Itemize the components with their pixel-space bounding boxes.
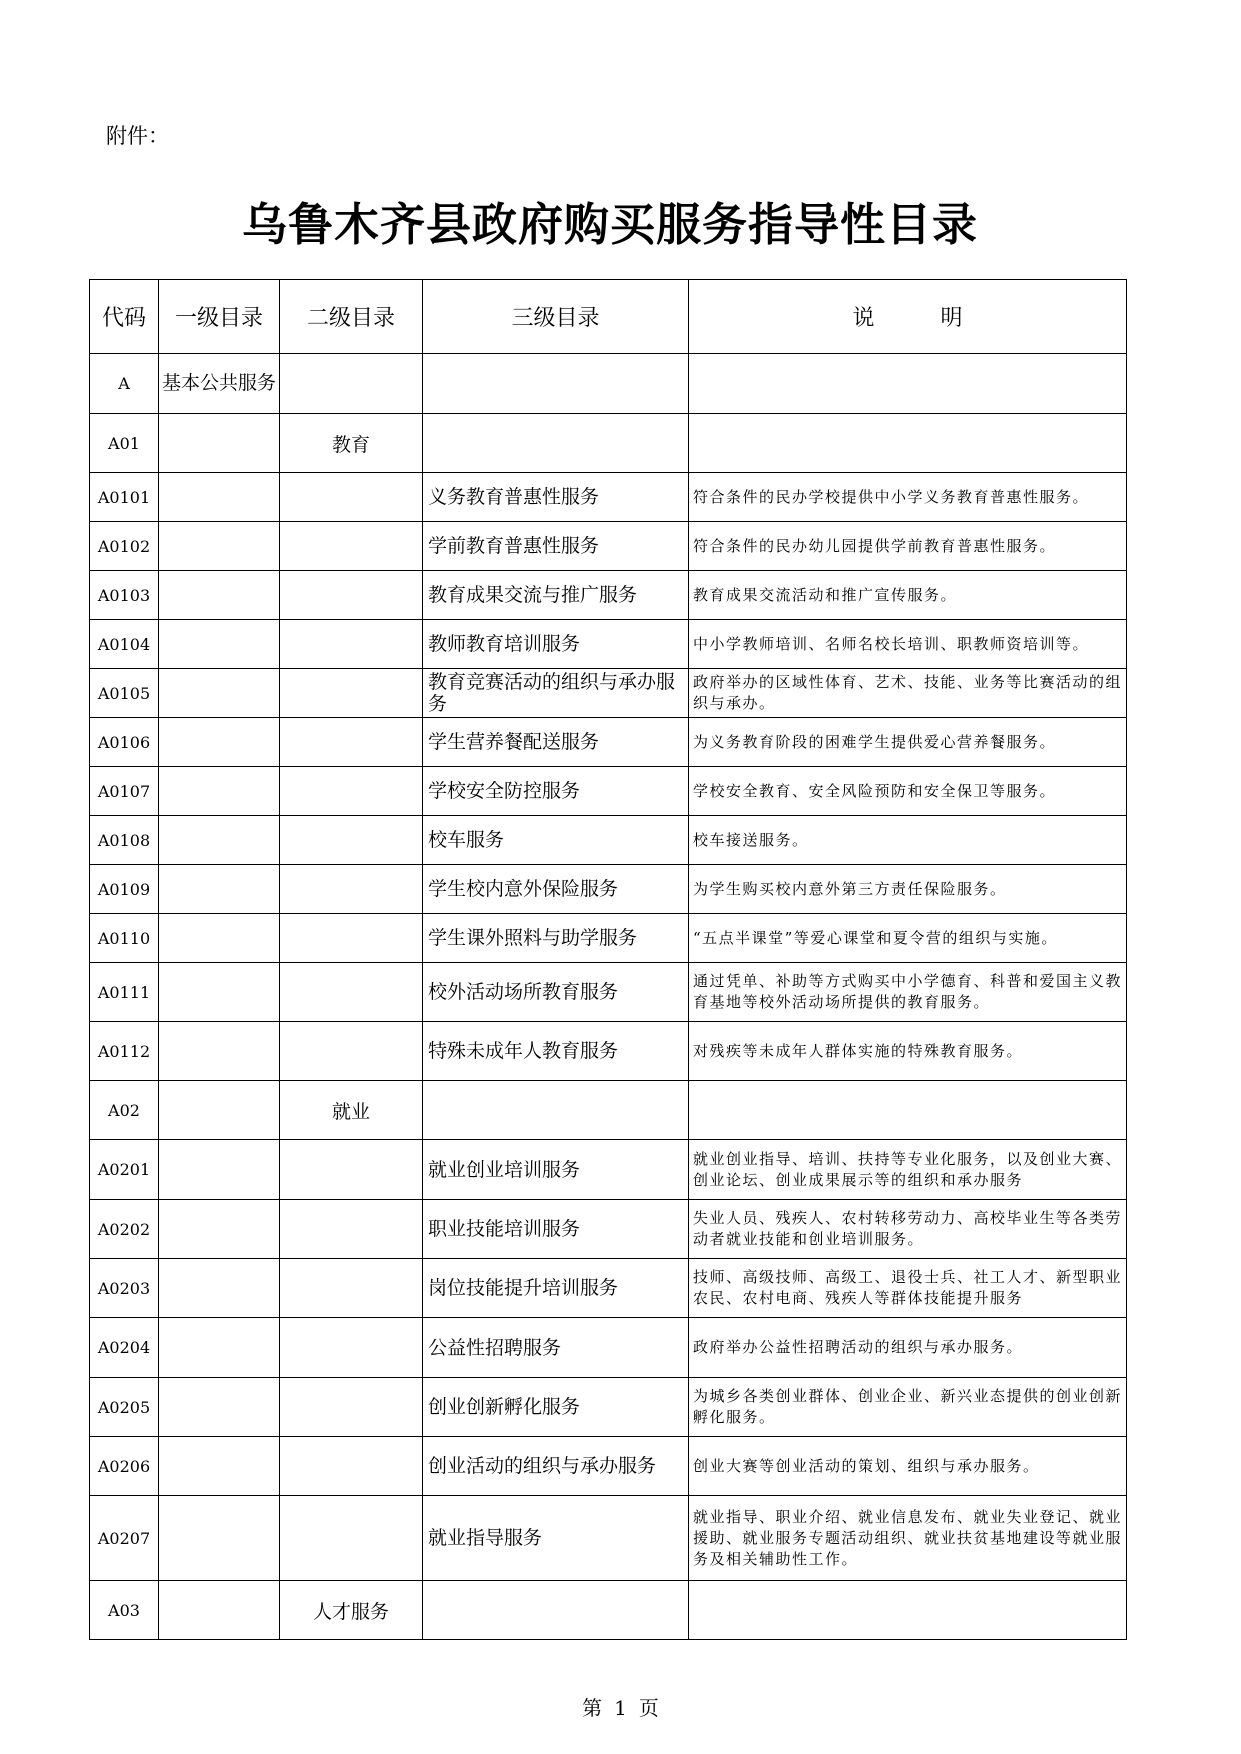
- cell-description: 就业创业指导、培训、扶持等专业化服务，以及创业大赛、创业论坛、创业成果展示等的组织和承办服务: [689, 1140, 1127, 1200]
- page-footer: [0, 1692, 1241, 1721]
- table-row: [90, 1496, 1127, 1581]
- cell-code: A0110: [90, 914, 159, 963]
- cell-level3: 教育竞赛活动的组织与承办服务: [423, 669, 689, 718]
- table-row: [90, 1378, 1127, 1437]
- cell-level1: [159, 522, 280, 571]
- cell-description: 符合条件的民办幼儿园提供学前教育普惠性服务。: [689, 522, 1127, 571]
- page-title: 乌鲁木齐县政府购买服务指导性目录: [241, 198, 978, 251]
- cell-level3: 创业创新孵化服务: [423, 1378, 689, 1437]
- cell-level1: [159, 1022, 280, 1081]
- cell-description: 符合条件的民办学校提供中小学义务教育普惠性服务。: [689, 473, 1127, 522]
- cell-description: 教育成果交流活动和推广宣传服务。: [689, 571, 1127, 620]
- cell-code: A0111: [90, 963, 159, 1022]
- cell-level2: [280, 354, 423, 414]
- table-row: [90, 620, 1127, 669]
- cell-level1: [159, 1081, 280, 1140]
- cell-level1: [159, 865, 280, 914]
- table-row: [90, 522, 1127, 571]
- cell-level2: [280, 1259, 423, 1318]
- cell-level3: 创业活动的组织与承办服务: [423, 1437, 689, 1496]
- attachment-label: 附件：: [106, 124, 169, 148]
- cell-level2: [280, 1022, 423, 1081]
- cell-description: 创业大赛等创业活动的策划、组织与承办服务。: [689, 1437, 1127, 1496]
- cell-level3: 学前教育普惠性服务: [423, 522, 689, 571]
- cell-level1: [159, 914, 280, 963]
- cell-level2: 教育: [280, 414, 423, 473]
- table-row: [90, 414, 1127, 473]
- cell-level2: [280, 718, 423, 767]
- cell-description: 为学生购买校内意外第三方责任保险服务。: [689, 865, 1127, 914]
- cell-level3: 岗位技能提升培训服务: [423, 1259, 689, 1318]
- cell-level2: [280, 963, 423, 1022]
- cell-description: 就业指导、职业介绍、就业信息发布、就业失业登记、就业援助、就业服务专题活动组织、就业扶贫基地建设等就业服务及相关辅助性工作。: [689, 1496, 1127, 1581]
- cell-code: A0206: [90, 1437, 159, 1496]
- cell-level1: [159, 571, 280, 620]
- header-level2: 二级目录: [280, 280, 423, 354]
- cell-level3: 学生营养餐配送服务: [423, 718, 689, 767]
- footer-prefix: 第: [582, 1696, 603, 1720]
- cell-level2: [280, 1437, 423, 1496]
- header-code: 代码: [90, 280, 159, 354]
- cell-description: 技师、高级技师、高级工、退役士兵、社工人才、新型职业农民、农村电商、残疾人等群体技能提升服务: [689, 1259, 1127, 1318]
- cell-level1: [159, 1437, 280, 1496]
- footer-suffix: 页: [638, 1696, 659, 1720]
- cell-level2: [280, 1496, 423, 1581]
- cell-code: A0203: [90, 1259, 159, 1318]
- cell-code: A0103: [90, 571, 159, 620]
- table-header-row: [90, 280, 1127, 354]
- cell-level3: 就业指导服务: [423, 1496, 689, 1581]
- cell-level3: [423, 1581, 689, 1640]
- cell-code: A0201: [90, 1140, 159, 1200]
- cell-description: 政府举办公益性招聘活动的组织与承办服务。: [689, 1318, 1127, 1378]
- cell-level2: [280, 669, 423, 718]
- table-row: [90, 1022, 1127, 1081]
- cell-level3: 学生课外照料与助学服务: [423, 914, 689, 963]
- cell-level1: [159, 414, 280, 473]
- cell-level3: 校外活动场所教育服务: [423, 963, 689, 1022]
- cell-level3: 学生校内意外保险服务: [423, 865, 689, 914]
- cell-level3: 学校安全防控服务: [423, 767, 689, 816]
- cell-level1: [159, 718, 280, 767]
- cell-level2: [280, 1140, 423, 1200]
- cell-code: A0102: [90, 522, 159, 571]
- table-row: [90, 1140, 1127, 1200]
- table-row: [90, 718, 1127, 767]
- cell-level3: [423, 354, 689, 414]
- cell-level3: 教育成果交流与推广服务: [423, 571, 689, 620]
- cell-level2: [280, 865, 423, 914]
- header-description: 说 明: [689, 280, 1127, 354]
- cell-level2: [280, 571, 423, 620]
- cell-code: A0112: [90, 1022, 159, 1081]
- cell-code: A0106: [90, 718, 159, 767]
- catalog-table: [89, 279, 1127, 1640]
- cell-level1: [159, 669, 280, 718]
- cell-description: 中小学教师培训、名师名校长培训、职教师资培训等。: [689, 620, 1127, 669]
- cell-level1: [159, 1378, 280, 1437]
- cell-level1: [159, 620, 280, 669]
- cell-description: 政府举办的区域性体育、艺术、技能、业务等比赛活动的组织与承办。: [689, 669, 1127, 718]
- cell-code: A0207: [90, 1496, 159, 1581]
- table-row: [90, 914, 1127, 963]
- cell-description: [689, 1081, 1127, 1140]
- cell-level2: [280, 1200, 423, 1259]
- cell-code: A0101: [90, 473, 159, 522]
- cell-code: A0108: [90, 816, 159, 865]
- cell-description: 为城乡各类创业群体、创业企业、新兴业态提供的创业创新孵化服务。: [689, 1378, 1127, 1437]
- cell-code: A02: [90, 1081, 159, 1140]
- cell-code: A0204: [90, 1318, 159, 1378]
- table-row: [90, 354, 1127, 414]
- page-number: 1: [614, 1696, 627, 1720]
- cell-code: A0104: [90, 620, 159, 669]
- table-row: [90, 1081, 1127, 1140]
- table-row: [90, 816, 1127, 865]
- header-level1: 一级目录: [159, 280, 280, 354]
- cell-level2: [280, 1378, 423, 1437]
- cell-level1: 基本公共服务: [159, 354, 280, 414]
- table-row: [90, 963, 1127, 1022]
- cell-description: 失业人员、残疾人、农村转移劳动力、高校毕业生等各类劳动者就业技能和创业培训服务。: [689, 1200, 1127, 1259]
- table-row: [90, 767, 1127, 816]
- header-level3: 三级目录: [423, 280, 689, 354]
- cell-level2: [280, 767, 423, 816]
- cell-level2: 人才服务: [280, 1581, 423, 1640]
- cell-level2: [280, 914, 423, 963]
- table-row: [90, 669, 1127, 718]
- table-row: [90, 865, 1127, 914]
- cell-level2: [280, 473, 423, 522]
- cell-code: A0202: [90, 1200, 159, 1259]
- cell-level2: [280, 620, 423, 669]
- cell-level2: [280, 522, 423, 571]
- table-row: [90, 1437, 1127, 1496]
- cell-code: A0105: [90, 669, 159, 718]
- cell-description: [689, 414, 1127, 473]
- cell-level3: 特殊未成年人教育服务: [423, 1022, 689, 1081]
- cell-code: A0205: [90, 1378, 159, 1437]
- cell-level1: [159, 473, 280, 522]
- cell-level2: [280, 816, 423, 865]
- cell-description: [689, 354, 1127, 414]
- cell-description: 对残疾等未成年人群体实施的特殊教育服务。: [689, 1022, 1127, 1081]
- cell-level3: [423, 1081, 689, 1140]
- cell-level1: [159, 816, 280, 865]
- cell-level2: 就业: [280, 1081, 423, 1140]
- cell-level3: [423, 414, 689, 473]
- cell-level1: [159, 1318, 280, 1378]
- cell-level1: [159, 1581, 280, 1640]
- cell-code: A: [90, 354, 159, 414]
- table-row: [90, 1200, 1127, 1259]
- cell-level1: [159, 1140, 280, 1200]
- table-row: [90, 571, 1127, 620]
- table-row: [90, 1259, 1127, 1318]
- cell-level1: [159, 1259, 280, 1318]
- cell-level1: [159, 1200, 280, 1259]
- table-row: [90, 1581, 1127, 1640]
- cell-level1: [159, 1496, 280, 1581]
- cell-description: 通过凭单、补助等方式购买中小学德育、科普和爱国主义教育基地等校外活动场所提供的教育服务。: [689, 963, 1127, 1022]
- cell-level1: [159, 963, 280, 1022]
- cell-code: A0107: [90, 767, 159, 816]
- cell-description: [689, 1581, 1127, 1640]
- cell-code: A0109: [90, 865, 159, 914]
- cell-level3: 义务教育普惠性服务: [423, 473, 689, 522]
- cell-description: “五点半课堂”等爱心课堂和夏令营的组织与实施。: [689, 914, 1127, 963]
- cell-level3: 校车服务: [423, 816, 689, 865]
- cell-code: A03: [90, 1581, 159, 1640]
- table-row: [90, 1318, 1127, 1378]
- cell-description: 为义务教育阶段的困难学生提供爱心营养餐服务。: [689, 718, 1127, 767]
- cell-level3: 教师教育培训服务: [423, 620, 689, 669]
- cell-code: A01: [90, 414, 159, 473]
- table-row: [90, 473, 1127, 522]
- cell-description: 校车接送服务。: [689, 816, 1127, 865]
- cell-level2: [280, 1318, 423, 1378]
- cell-level3: 公益性招聘服务: [423, 1318, 689, 1378]
- cell-level3: 就业创业培训服务: [423, 1140, 689, 1200]
- cell-level1: [159, 767, 280, 816]
- cell-description: 学校安全教育、安全风险预防和安全保卫等服务。: [689, 767, 1127, 816]
- cell-level3: 职业技能培训服务: [423, 1200, 689, 1259]
